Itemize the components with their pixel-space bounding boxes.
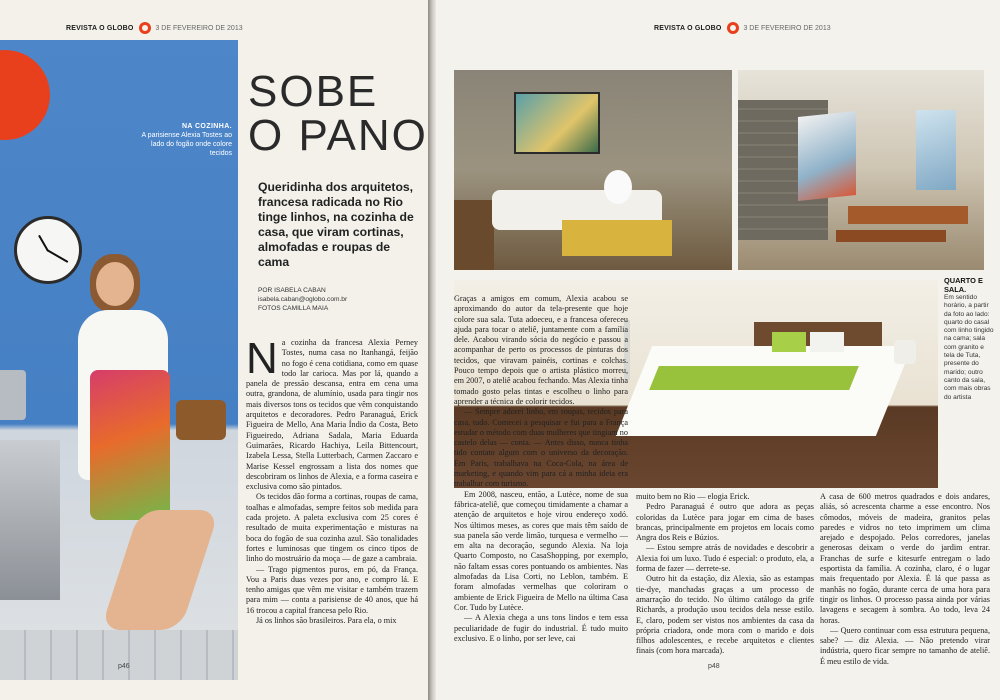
byline-author: POR ISABELA CABAN bbox=[258, 287, 326, 294]
paragraph: a cozinha da francesa Alexia Perney Tostes, numa casa no Itanhangá, feijão no fogo é cena cotidiana, como em quase todo lar carioca. Mas por lá, quando a panela de pressão descansa, entra em cena uma outra, grandona, de alumínio, usada para tingir nos mais diversos tons os tecidos que vêm conquistando arquitetos e decoradores. Pedro Paranaguá, Erick Figueira de Mello, Ana Maria Índio da Costa, Beto Figueiredo, Adriana Sadala, Maria Eduarda Guimarães, Ricardo Hachiya, Leila Bittencourt, Izabela Lessa, Stella Lutterbach, Carmen Zaccaro e Marise Kessel engrossam a lista dos nomes que descobriram os linhos de Alexia, e a forma caseira e exclusiva como são pintados. bbox=[246, 338, 418, 492]
brand-name: REVISTA O GLOBO bbox=[66, 24, 134, 32]
paragraph: — A Alexia chega a uns tons lindos e tem essa peculiaridade de fugir do industrial. É tudo muito exclusivo. E o linho, por ser leve, cai bbox=[454, 613, 628, 643]
paragraph: — Trago pigmentos puros, em pó, da França. Vou a Paris duas vezes por ano, e compro lá. E tenho amigas que vêm me visitar e também trazem para mim — conta a parisiense de 40 anos, que há 16 trocou a capital francesa pelo Rio. bbox=[246, 564, 418, 615]
issue-date: 3 DE FEVEREIRO DE 2013 bbox=[743, 24, 831, 32]
chair-graphic bbox=[454, 200, 494, 270]
paragraph: Em 2008, nasceu, então, a Lutèce, nome de sua fábrica-ateliê, que começou timidamente a chamar a atenção de arquitetos e hoje virou endereço xodó. Nos últimos meses, as cores que mais têm saído de sua panela são verde limão, turquesa e vermelho — em alta na decoração, segundo Alexia. Na loja Quarto Composto, no CasaShopping, por exemplo, não faltam essas cores pontuando os ambientes. Nas almofadas da Lisa Corti, no Leblon, também. E foram almofadas vermelhas que coloriram o ambiente de Erick Figueira de Mello na última Casa Cor. Tudo by Lutèce. bbox=[454, 489, 628, 612]
wood-bench-graphic bbox=[836, 230, 946, 242]
paragraph: — Estou sempre atrás de novidades e descobrir a Alexia foi um luxo. Tudo é especial: o produto, ela, a forma de fazer — derrete-se. bbox=[636, 543, 814, 574]
bed-graphic bbox=[616, 346, 912, 436]
pillow-graphic-2 bbox=[810, 332, 844, 352]
deck-text: Queridinha dos arquitetos, francesa radicada no Rio tinge linhos, na cozinha de casa, que viram cortinas, almofadas e roupas de cama bbox=[258, 180, 414, 269]
kitchen-photo bbox=[0, 40, 238, 680]
left-header bbox=[66, 22, 243, 34]
page-number: p48 bbox=[708, 663, 720, 670]
artwork-graphic-2 bbox=[916, 110, 956, 190]
paragraph: — Sempre adorei linho, em roupas, tecidos para casa, tudo. Comecei a pesquisar e fui para a França estudar o método com duas mulheres que tingiam no castelo delas — conta. — Antes disso, nunca tinha tido contato algum com o universo da decoração. Em Paris, trabalhava na Coca-Cola, na área de marketing, e quando vim para cá a minha ideia era trabalhar com turismo. bbox=[454, 407, 628, 489]
right-page bbox=[436, 0, 1000, 700]
woman-legs-graphic bbox=[101, 510, 220, 630]
living-room-photo bbox=[454, 70, 732, 270]
coffee-table-graphic bbox=[562, 220, 672, 256]
page-number: p46 bbox=[118, 663, 130, 670]
globo-logo-icon bbox=[139, 22, 151, 34]
paragraph: — Quero continuar com essa estrutura pequena, sabe? — diz Alexia. — Não pretendo virar indústria, quero ficar sempre no tamanho de ateliê. É meu estilo de vida. bbox=[820, 625, 990, 666]
living-room-corner-photo bbox=[738, 70, 984, 270]
wood-table-graphic bbox=[848, 206, 968, 224]
spine-gutter bbox=[428, 0, 436, 700]
byline-email: isabela.caban@oglobo.com.br bbox=[258, 296, 348, 303]
caption-text: A parisiense Alexia Tostes ao lado do fogão onde colore tecidos bbox=[141, 132, 232, 157]
paragraph: A casa de 600 metros quadrados e dois andares, aliás, só acrescenta charme a esse encontro. Nos cômodos, móveis de madeira, granitos pelas paredes e vidros no teto imprimem um clima arejado e despojado. Pelos corredores, janelas generosas deixam o verde do jardim entrar. Franchas de surfe e kitesurfe entregam o lado esportista da família. A cozinha, claro, é o lugar mais frequentado por Alexia. É lá que passa as manhãs no fogão, durante cerca de uma hora para tingir os linhos. O processo passa ainda por várias lavagens e secagem à sombra. Ao todo, leva 24 horas. bbox=[820, 492, 990, 625]
stove-graphic bbox=[0, 440, 60, 600]
byline bbox=[258, 286, 418, 313]
bedside-lamp-graphic bbox=[894, 340, 916, 364]
photo-caption bbox=[136, 122, 232, 158]
orchid-graphic bbox=[604, 170, 632, 204]
pillow-graphic bbox=[772, 332, 806, 352]
paragraph: muito bem no Rio — elogia Erick. bbox=[636, 492, 750, 501]
globo-logo-icon bbox=[727, 22, 739, 34]
wall-clock-icon bbox=[14, 216, 82, 284]
issue-date: 3 DE FEVEREIRO DE 2013 bbox=[155, 24, 243, 32]
brand-name: REVISTA O GLOBO bbox=[654, 24, 722, 32]
article-column-2 bbox=[636, 492, 814, 657]
paragraph: Pedro Paranaguá é outro que adora as peças coloridas da Lutèce para jogar em cima de bases brancas, principalmente em projetos em locais como Angra dos Reis e Búzios. bbox=[636, 502, 814, 543]
article-column-1 bbox=[454, 294, 628, 644]
painting-graphic bbox=[514, 92, 600, 154]
photo-caption-right bbox=[944, 276, 994, 402]
pot-graphic bbox=[0, 370, 26, 420]
linen-throw-graphic bbox=[649, 366, 859, 390]
paragraph: Graças a amigos em comum, Alexia acabou se aproximando do autor da tela-presente que hoje colore sua sala. Tuta adoeceu, e a francesa ofereceu ajuda para tocar o ateliê, juntamente com a família dele. Acabou virando sócia do negócio e passou a acompanhar de perto os processos de pinturas dos tecidos, que viravam painéis, cortinas e colchas. Pouco tempo depois que o artista plástico morreu, em 2007, o ateliê acabou fechando. Mas Alexia tinha tomado gosto pelas tintas e escolheu o linho para aprender a técnica de colorir tecidos. bbox=[454, 294, 628, 406]
article-column-3 bbox=[820, 492, 990, 667]
caption-title: NA COZINHA. bbox=[181, 123, 232, 130]
woman-face-graphic bbox=[96, 262, 134, 306]
left-page bbox=[0, 0, 428, 700]
caption-text: Em sentido horário, a partir da foto ao lado: quarto do casal com linho tingido na cama; sala com granito e tela de Tuta, presente do marido; outro canto da sala, com mais obras do artista bbox=[944, 294, 994, 401]
basket-graphic bbox=[176, 400, 226, 440]
headline: SOBE O PANO bbox=[248, 67, 428, 160]
right-header bbox=[654, 22, 831, 34]
paragraph: Outro hit da estação, diz Alexia, são as estampas tie-dye, manchadas graças a um processo de amarração do tecido. No último catálogo da grife Richards, a produção usou tecidos dela nesse estilo. E, claro, podem ser vistos nos ambientes da casa da própria criadora, onde mora com o marido e dois filhos adolescentes, e recebe arquitetos e clientes finais (com hora marcada). bbox=[636, 574, 814, 656]
byline-photos: FOTOS CAMILLA MAIA bbox=[258, 305, 329, 312]
article-column-left bbox=[246, 334, 418, 626]
artwork-graphic bbox=[798, 111, 856, 201]
paragraph: Já os linhos são brasileiros. Para ela, o mix bbox=[256, 616, 397, 626]
red-circle-graphic bbox=[0, 50, 50, 140]
dropcap: N bbox=[246, 334, 278, 383]
tile-floor-graphic bbox=[0, 630, 238, 680]
apron-graphic bbox=[90, 370, 170, 520]
caption-title: QUARTO E SALA. bbox=[944, 276, 983, 294]
paragraph: Os tecidos dão forma a cortinas, roupas de cama, toalhas e almofadas, sempre feitos sob medida para cada projeto. A paleta exclusiva com 25 cores é resultado de muita experimentação e misturas na boca do fogão de sua cozinha azul. São tonalidades fortes e luminosas que tingem os cinco tipos de linho do mostruário da moça — de gaze a cambraia. bbox=[246, 492, 418, 564]
